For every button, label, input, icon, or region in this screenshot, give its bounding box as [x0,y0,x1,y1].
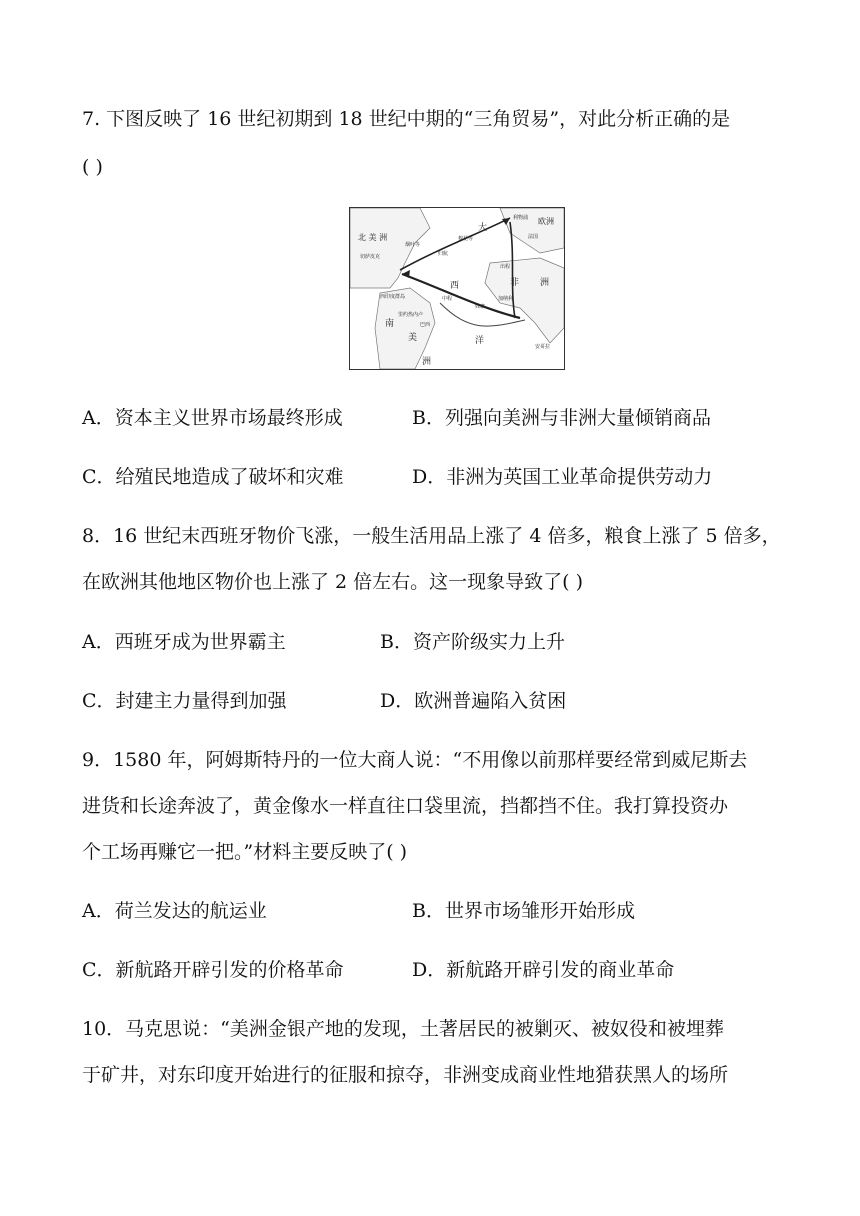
map-label-slaves: 奴隶 [475,304,486,310]
triangle-trade-map [349,207,565,370]
map-label-tobacco: 烟叶等 [405,242,421,248]
question-10-line-1: 10．马克思说：“美洲金银产地的发现，土著居民的被剿灭、被奴役和被埋葬 [82,1018,724,1040]
map-label-chucheng: 出程 [500,264,511,270]
q7-option-b[interactable]: B．列强向美洲与非洲大量倾销商品 [412,407,711,429]
q7-option-a[interactable]: A．资本主义世界市场最终形成 [82,407,343,429]
question-7-line-1: 7. 下图反映了 16 世纪初期到 18 世纪中期的“三角贸易”，对此分析正确的是 [82,108,731,130]
map-label-brazil: 巴西 [420,322,431,328]
map-label-europe: 欧洲 [538,217,554,226]
map-label-west-indies: 西印度群岛 [380,294,406,300]
q8-option-a[interactable]: A．西班牙成为世界霸主 [82,631,286,653]
question-8-line-2: 在欧洲其他地区物价也上涨了 2 倍左右。这一现象导致了( ) [82,571,584,593]
q8-option-d[interactable]: D．欧洲普遍陷入贫困 [380,690,567,712]
map-label-zhongcheng: 中程 [442,296,453,302]
question-9-line-1: 9．1580 年，阿姆斯特丹的一位大商人说：“不用像以前那样要经常到威尼斯去 [82,749,748,771]
map-label-canary: 加纳利 [498,296,514,302]
q8-option-b[interactable]: B．资产阶级实力上升 [380,631,565,653]
map-label-guihang: 归航 [438,251,449,257]
q9-option-a[interactable]: A．荷兰发达的航运业 [82,900,267,922]
map-label-south-mei: 美 [408,333,418,343]
q9-option-d[interactable]: D．新航路开辟引发的商业革命 [412,959,675,981]
map-label-south-zhou: 洲 [422,357,432,367]
question-8-line-1: 8．16 世纪末西班牙物价飞涨，一般生活用品上涨了 4 倍多，粮食上涨了 5 倍多， [82,525,781,547]
question-10-line-2: 于矿井，对东印度开始进行的征服和掠夺，非洲变成商业性地猎获黑人的场所 [82,1064,729,1086]
map-label-yang: 洋 [475,336,485,346]
map-label-chesapeake: 切萨皮克 [360,254,381,260]
q8-option-c[interactable]: C．封建主力量得到加强 [82,690,287,712]
map-label-france: 法国 [528,234,539,240]
q7-option-d[interactable]: D．非洲为英国工业革命提供劳动力 [412,466,713,488]
map-label-angola: 安哥拉 [535,344,551,350]
question-9-line-3: 个工场再赚它一把。”材料主要反映了( ) [82,841,408,863]
map-label-west: 西 [450,281,460,291]
q9-option-c[interactable]: C．新航路开辟引发的价格革命 [82,959,344,981]
map-label-north-america: 北 美 洲 [358,233,388,242]
map-label-cotton: 棉花等 [458,236,474,242]
question-9-line-2: 进货和长途奔波了，黄金像水一样直往口袋里流，挡都挡不住。我打算投资办 [82,795,729,817]
triangle-trade-map-graphic [350,208,564,369]
map-label-liverpool: 利物浦 [513,215,529,221]
question-7-line-2: ( ) [82,156,103,178]
q9-option-b[interactable]: B．世界市场雏形开始形成 [412,900,635,922]
q7-option-c[interactable]: C．给殖民地造成了破坏和灾难 [82,466,344,488]
map-label-rio: 里约热内卢 [398,312,424,318]
map-label-africa-fei: 非 [510,278,520,288]
map-label-south-nan: 南 [385,319,395,329]
map-label-africa-zhou: 洲 [540,278,550,288]
map-label-da: 大 [478,223,488,233]
